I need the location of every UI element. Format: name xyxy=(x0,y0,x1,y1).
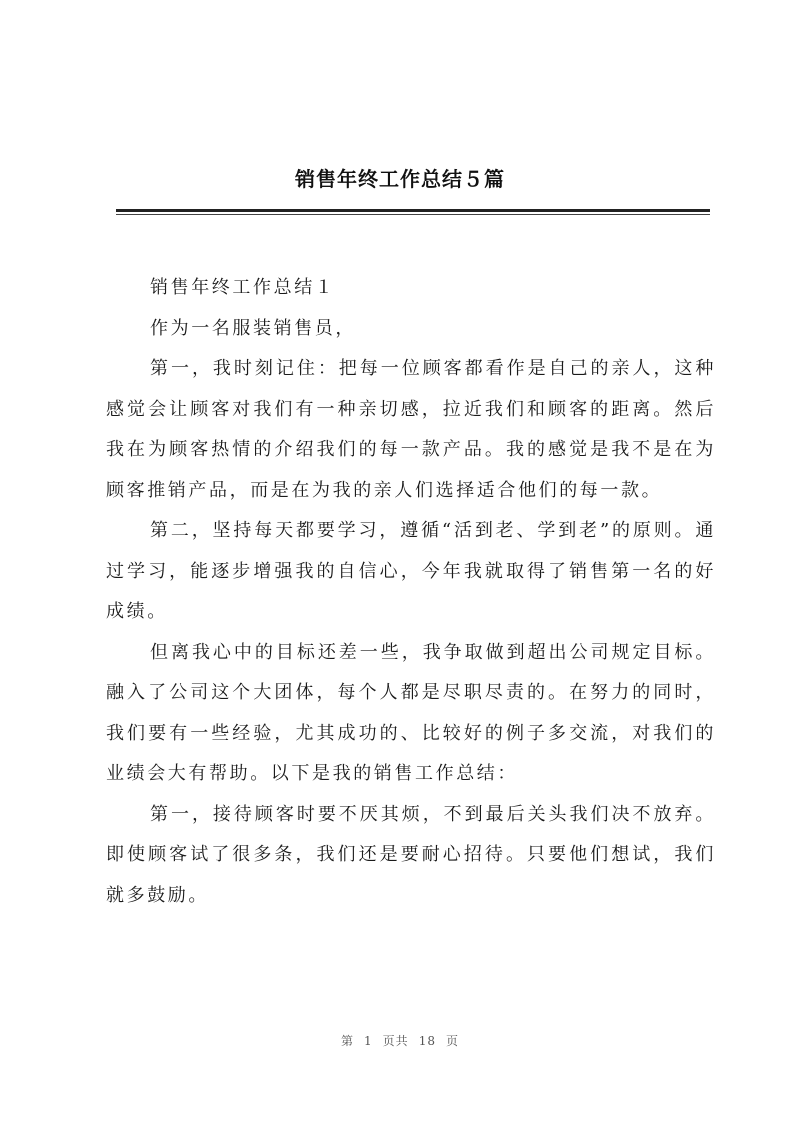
paragraph: 第二，坚持每天都要学习，遵循“活到老、学到老”的原则。通过学习，能逐步增强我的自信心，今年我就取得了销售第一名的好成绩。 xyxy=(106,520,716,622)
paragraph: 但离我心中的目标还差一些，我争取做到超出公司规定目标。融入了公司这个大团体，每个人都是尽职尽责的。在努力的同时，我们要有一些经验，尤其成功的、比较好的例子多交流，对我们的业绩会大有帮助。以下是我的销售工作总结： xyxy=(106,641,716,784)
page-footer xyxy=(0,1033,800,1049)
paragraph: 第一，接待顾客时要不厌其烦，不到最后关头我们决不放弃。即使顾客试了很多条，我们还是要耐心招待。只要他们想试，我们就多鼓励。 xyxy=(106,803,716,906)
document-title: 销售年终工作总结５篇 xyxy=(295,167,505,191)
footer-middle: 页共 xyxy=(382,1034,409,1048)
paragraph: 第一，我时刻记住：把每一位顾客都看作是自己的亲人，这种感觉会让顾客对我们有一种亲切感，拉近我们和顾客的距离。然后我在为顾客热情的介绍我们的每一款产品。我的感觉是我不是在为顾客推销产品，而是在为我的亲人们选择适合他们的每一款。 xyxy=(106,358,716,501)
section-heading: 销售年终工作总结１ xyxy=(150,277,336,298)
footer-suffix: 页 xyxy=(445,1034,459,1048)
footer-page-number: 1 xyxy=(364,1034,373,1048)
title-divider-thick xyxy=(116,209,710,212)
footer-prefix: 第 xyxy=(341,1034,355,1048)
paragraph: 作为一名服装销售员， xyxy=(150,317,356,339)
footer-total-pages: 18 xyxy=(418,1034,436,1048)
title-divider-thin xyxy=(116,214,710,215)
document-body xyxy=(106,268,716,916)
